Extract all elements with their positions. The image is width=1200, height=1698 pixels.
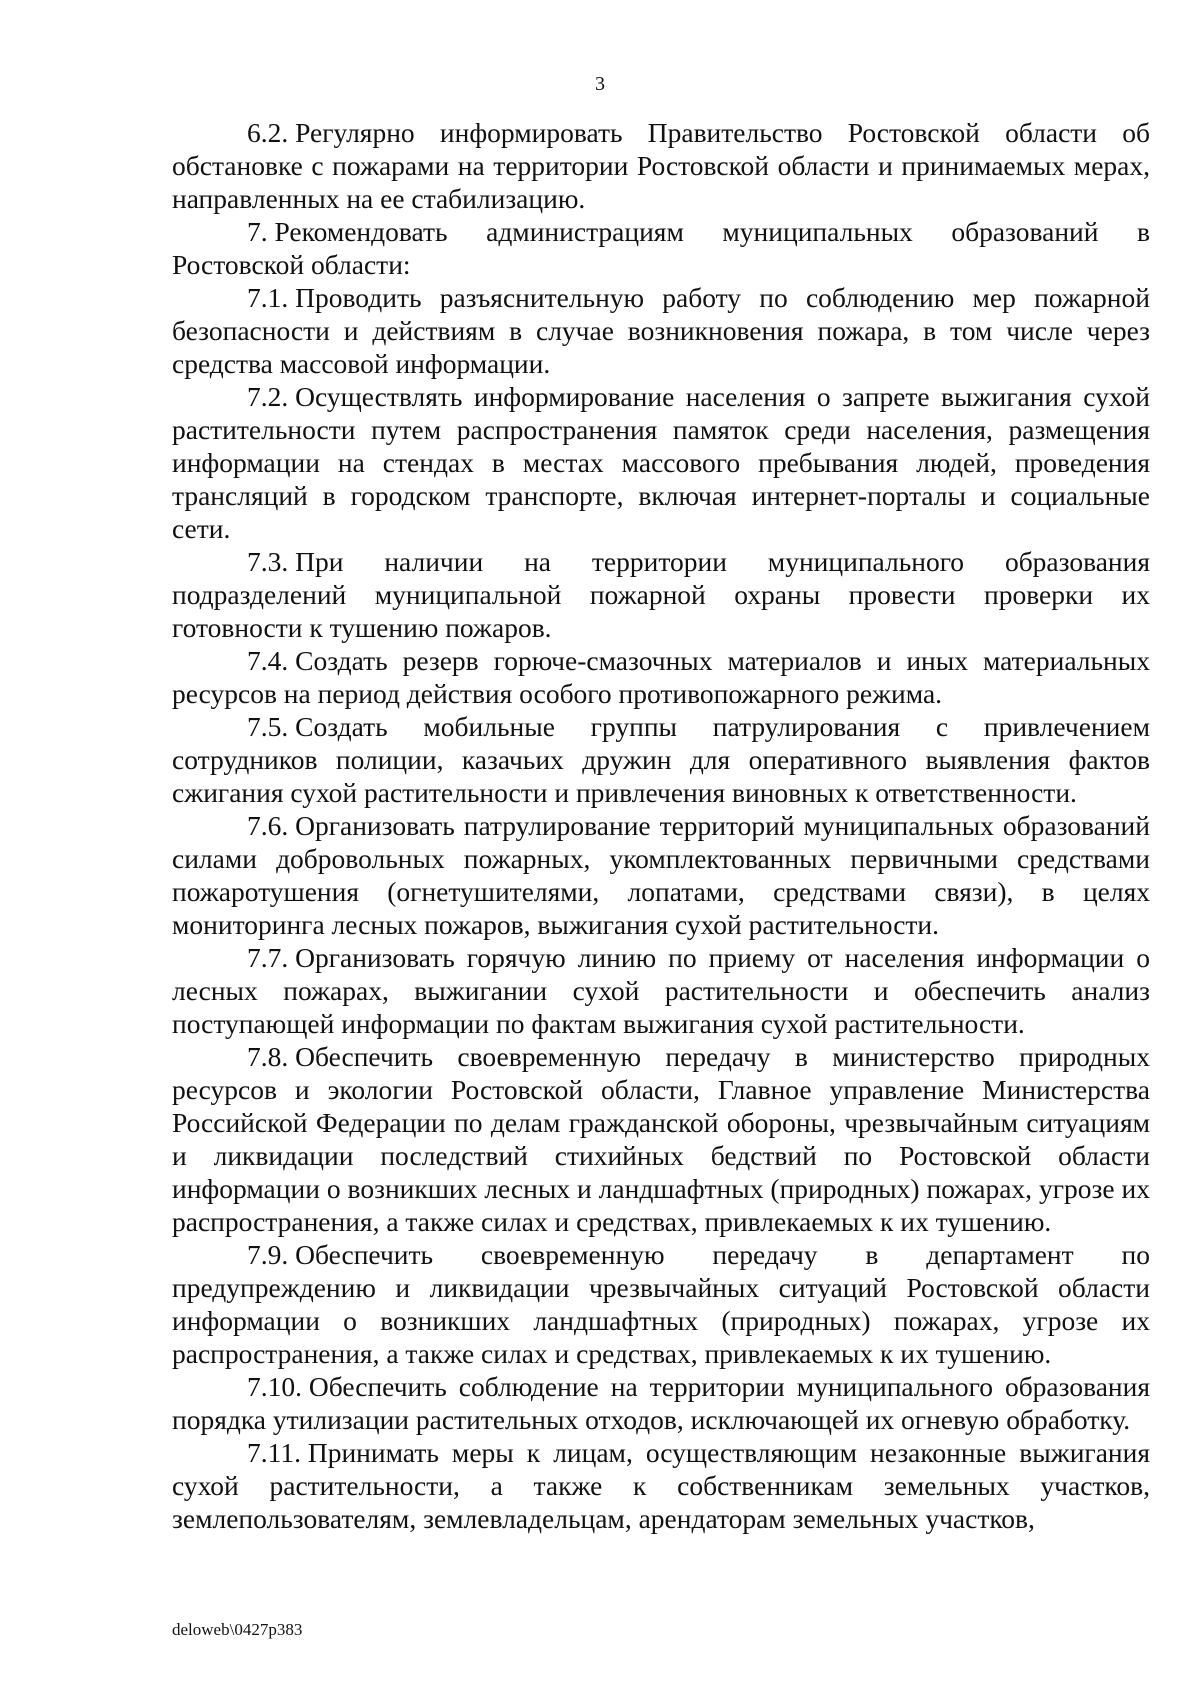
paragraph-7-2 [172,380,1150,545]
clause-text: Регулярно информировать Правительство Ростовской области об обстановке с пожарами на территории Ростовской области и принимаемых мерах, направленных на ее стабилизацию. [172,117,1150,214]
clause-text: Создать резерв горюче-смазочных материалов и иных материальных ресурсов на период действия особого противопожарного режима. [172,645,1150,709]
clause-number: 7.3. [247,546,289,577]
clause-text: При наличии на территории муниципального образования подразделений муниципальной пожарной охраны провести проверки их готовности к тушению пожаров. [172,546,1150,643]
clause-text: Рекомендовать администрациям муниципальных образований в Ростовской области: [172,216,1150,280]
page-number: 3 [595,73,605,95]
paragraph-7-3 [172,545,1150,644]
paragraph-7-1 [172,281,1150,380]
clause-text: Обеспечить своевременную передачу в департамент по предупреждению и ликвидации чрезвычайных ситуаций Ростовской области информации о возникших ландшафтных (природных) пожарах, угрозе их распространения, а также силах и средствах, привлекаемых к их тушению. [172,1239,1150,1369]
clause-number: 7.10. [247,1371,302,1402]
clause-text: Организовать патрулирование территорий муниципальных образований силами добровольных пожарных, укомплектованных первичными средствами пожаротушения (огнетушителями, лопатами, средствами связи), в целях мониторинга лесных пожаров, выжигания сухой растительности. [172,810,1150,940]
paragraph-7-10 [172,1370,1150,1436]
paragraph-7-4 [172,644,1150,710]
clause-number: 7.4. [247,645,289,676]
paragraph-6-2 [172,116,1150,215]
clause-number: 7.1. [247,282,289,313]
clause-text: Создать мобильные группы патрулирования с привлечением сотрудников полиции, казачьих дружин для оперативного выявления фактов сжигания сухой растительности и привлечения виновных к ответственности. [172,711,1150,808]
clause-text: Организовать горячую линию по приему от населения информации о лесных пожарах, выжигании сухой растительности и обеспечить анализ поступающей информации по фактам выжигания сухой растительности. [172,942,1150,1039]
clause-number: 7.7. [247,942,289,973]
clause-number: 7. [247,216,268,247]
paragraph-7-6 [172,809,1150,941]
clause-number: 6.2. [247,117,289,148]
paragraph-7-9 [172,1238,1150,1370]
clause-number: 7.6. [247,810,289,841]
clause-text: Принимать меры к лицам, осуществляющим незаконные выжигания сухой растительности, а также к собственникам земельных участков, землепользователям, землевладельцам, арендаторам земельных участков, [172,1437,1150,1534]
clause-text: Осуществлять информирование населения о запрете выжигания сухой растительности путем распространения памяток среди населения, размещения информации на стендах в местах массового пребывания людей, проведения трансляций в городском транспорте, включая интернет-порталы и социальные сети. [172,381,1150,544]
paragraph-7-7 [172,941,1150,1040]
paragraph-7-8 [172,1040,1150,1238]
clause-text: Обеспечить своевременную передачу в министерство природных ресурсов и экологии Ростовской области, Главное управление Министерства Российской Федерации по делам гражданской обороны, чрезвычайным ситуациям и ликвидации последствий стихийных бедствий по Ростовской области информации о возникших лесных и ландшафтных (природных) пожарах, угрозе их распространения, а также силах и средствах, привлекаемых к их тушению. [172,1041,1150,1237]
clause-number: 7.11. [247,1437,301,1468]
paragraph-7-5 [172,710,1150,809]
clause-number: 7.2. [247,381,289,412]
clause-text: Обеспечить соблюдение на территории муниципального образования порядка утилизации растительных отходов, исключающей их огневую обработку. [172,1371,1150,1435]
clause-number: 7.9. [247,1239,289,1270]
clause-number: 7.8. [247,1041,289,1072]
clause-number: 7.5. [247,711,289,742]
document-body [172,116,1150,1535]
clause-text: Проводить разъяснительную работу по соблюдению мер пожарной безопасности и действиям в случае возникновения пожара, в том числе через средства массовой информации. [172,282,1150,379]
document-footer-code: deloweb\0427p383 [172,1620,303,1639]
paragraph-7-11 [172,1436,1150,1535]
paragraph-7 [172,215,1150,281]
